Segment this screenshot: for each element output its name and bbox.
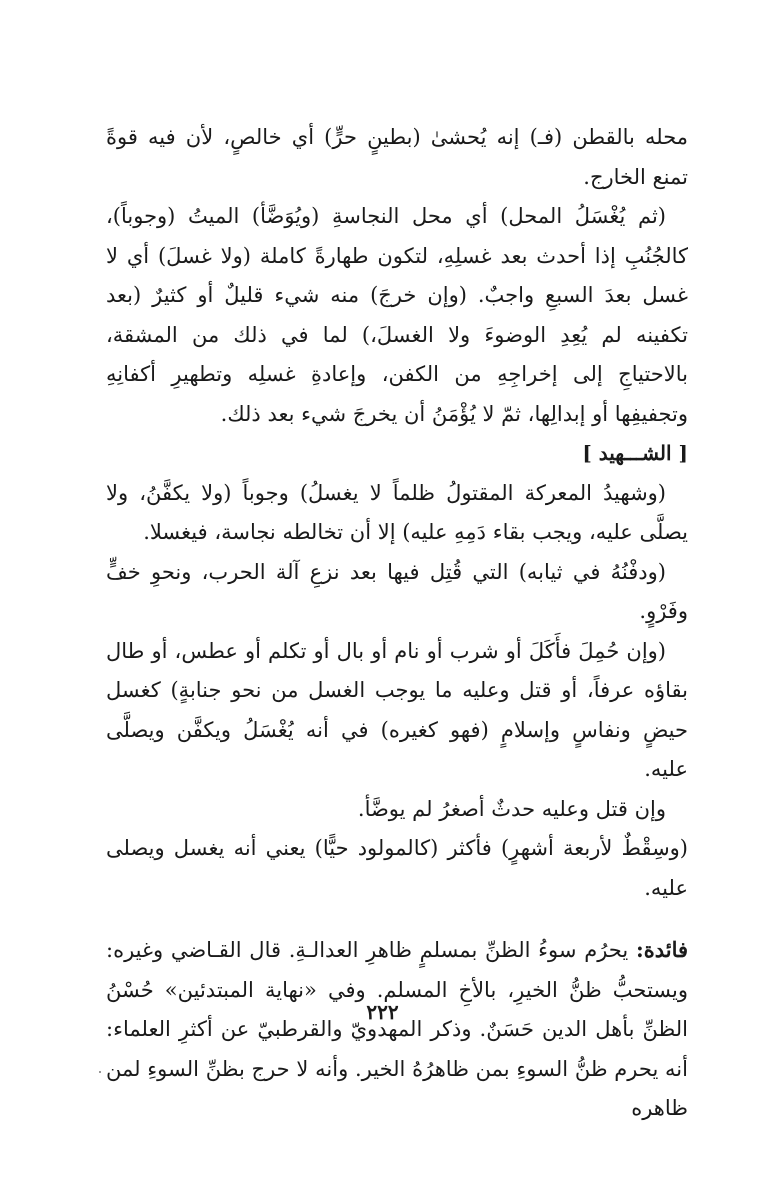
paragraph-continuation: محله بالقطن (فـ) إنه يُحشىٰ (بطينٍ حرٍّ) أي خالصٍ، لأن فيه قوةً تمنع الخارج. (106, 125, 688, 189)
paragraph-miscarriage: (وسِقْطٌ لأربعة أشهرٍ) فأكثر (كالمولود حيًّا) يعني أنه يغسل ويصلى عليه. (106, 836, 688, 900)
scan-speck (99, 1071, 101, 1073)
paragraph-carried: (وإن حُمِلَ فأَكَلَ أو شرب أو نام أو بال أو تكلم أو عطس، أو طال بقاؤه عرفاً، أو قتل وعليه ما يوجب الغسل من نحو جنابةٍ) كغسل حيضٍ ونفاسٍ وإسلامٍ (فهو كغيره) في أنه يُغْسَلُ ويكفَّن ويصلَّى عليه. (106, 638, 688, 781)
paragraph-minor-impurity: وإن قتل وعليه حدثٌ أصغرُ لم يوضَّأ. (357, 796, 666, 821)
note-label: فائدة: (635, 937, 689, 962)
paragraph-martyr: (وشهيدُ المعركة المقتولُ ظلماً لا يغسلُ) وجوباً (ولا يكفَّنُ، ولا يصلَّى عليه، ويجب بقاء دَمِهِ عليه) إلا أن تخالطه نجاسة، فيغسلا. (106, 480, 688, 544)
note-text: يحرُم سوءُ الظنِّ بمسلمٍ ظاهرِ العدالـةِ. قال القـاضي وغيره: ويستحبُّ ظنُّ الخيرِ، بالأخِ المسلم. وفي «نهاية المبتدئين» حُسْنُ الظنِّ بأهل الدين حَسَنٌ. وذكر المهدويّ والقرطبيّ عن أكثرِ العلماء: أنه يحرم ظنُّ السوءِ بمن ظاهرُهُ الخير. وأنه لا حرج بظنِّ السوءِ لمن ظاهره (106, 938, 688, 1120)
section-heading-martyr: [ الشـــهيد ] (582, 441, 688, 465)
paragraph-washing: (ثم يُغْسَلُ المحل) أي محل النجاسةِ (ويُوَضَّأ) الميتُ (وجوباً)، كالجُنُبِ إذا أحدث بعد غسلِهِ، لتكون طهارةً كاملة (ولا غسلَ) أي لا غسل بعدَ السبعِ واجبٌ. (وإن خرجَ) منه شيء قليلٌ أو كثيرٌ (بعد تكفينه لم يُعِدِ الوضوءَ ولا الغسلَ،) لما في ذلك من المشقة، بالاحتياجِ إلى إخراجِهِ من الكفن، وإعادةِ غسلِه وتطهيرِ أكفانِهِ وتجفيفِها أو إبدالِها، ثمّ لا يُؤْمَنُ أن يخرجَ شيء بعد ذلك. (106, 204, 688, 426)
note-paragraph (106, 930, 688, 1129)
page-body (106, 118, 688, 1129)
paragraph-burial: (ودفْنُهُ في ثيابه) التي قُتِل فيها بعد نزعِ آلة الحرب، ونحوِ خفٍّ وفَرْوٍ. (106, 559, 688, 623)
page-number: ٢٢٢ (366, 1000, 399, 1024)
